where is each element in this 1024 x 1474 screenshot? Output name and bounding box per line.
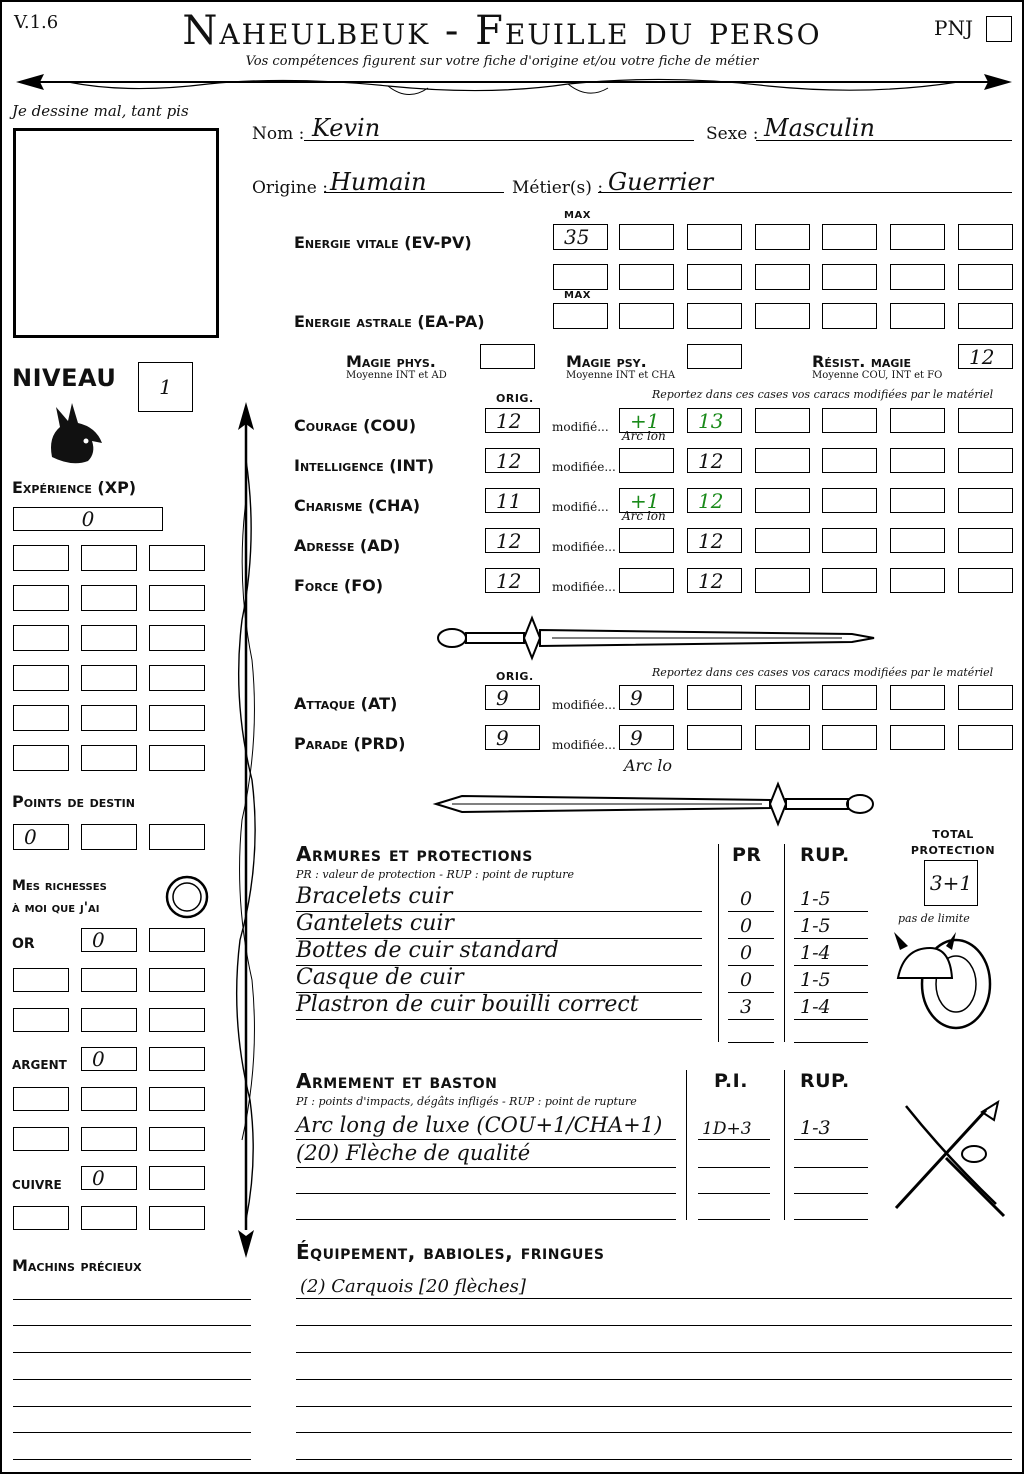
armement-note: PI : points d'impacts, dégâts infligés - RUP : point de rupture: [296, 1095, 637, 1108]
stat-mod-box[interactable]: [619, 568, 674, 593]
ev-box-row2-3[interactable]: [687, 264, 742, 290]
stat-extra-box-3[interactable]: [890, 448, 945, 473]
or-grid-box[interactable]: [13, 968, 69, 992]
combat-extra-box-5[interactable]: [958, 685, 1013, 710]
armure-rup-line: [794, 965, 868, 966]
pnj-checkbox[interactable]: [986, 16, 1012, 42]
combat-extra-box-4[interactable]: [890, 685, 945, 710]
magie-psy-label: Magie psy.: [566, 352, 647, 371]
ev-box-row2-5[interactable]: [822, 264, 877, 290]
armure-name[interactable]: Casque de cuir: [296, 965, 464, 990]
total-note: pas de limite: [898, 912, 970, 925]
equipement-line[interactable]: [296, 1459, 1012, 1460]
xp-grid-box[interactable]: [149, 545, 205, 571]
stat-final-box[interactable]: 12: [687, 448, 742, 473]
argent-grid-box[interactable]: [81, 1127, 137, 1151]
armure-pr-line: [728, 1019, 774, 1020]
stat-extra-box-1[interactable]: [755, 488, 810, 513]
combat-note: Arc lo: [624, 756, 672, 775]
combat-extra-box-2[interactable]: [755, 685, 810, 710]
portrait-box[interactable]: [13, 128, 219, 338]
or-grid-box[interactable]: [81, 1008, 137, 1032]
stat-extra-box-1[interactable]: [755, 408, 810, 433]
ea-box-6[interactable]: [958, 303, 1013, 329]
stat-mod-note: Arc lon: [622, 429, 666, 443]
ev-box-row2-7[interactable]: [958, 264, 1013, 290]
or-box[interactable]: 0: [81, 928, 137, 952]
stat-extra-box-3[interactable]: [890, 528, 945, 553]
cuivre-label: CUIVRE: [12, 1178, 62, 1192]
portrait-caption: Je dessine mal, tant pis: [12, 102, 189, 120]
armure-rup[interactable]: 1-5: [800, 969, 831, 991]
origine-label: Origine :: [252, 178, 328, 198]
armure-rup-line: [794, 992, 868, 993]
armure-rup-line: [794, 911, 868, 912]
arme-pi-line: [698, 1193, 770, 1194]
armures-rup-header: RUP.: [800, 844, 850, 866]
stat-extra-box-2[interactable]: [822, 568, 877, 593]
niveau-box[interactable]: 1: [138, 362, 193, 412]
ev-box-row2-4[interactable]: [755, 264, 810, 290]
ea-box-3[interactable]: [755, 303, 810, 329]
machins-line[interactable]: [13, 1299, 251, 1300]
stats-orig-label: ORIG.: [496, 392, 534, 405]
stat-extra-box-4[interactable]: [958, 568, 1013, 593]
ev-box-5[interactable]: [890, 224, 945, 250]
xp-grid-box[interactable]: [13, 625, 69, 651]
armures-pr-header: PR: [732, 844, 762, 866]
armure-pr[interactable]: 3: [740, 996, 753, 1018]
stat-mod-label: modifiée...: [552, 540, 616, 554]
stat-mod-label: modifiée...: [552, 580, 616, 594]
armure-pr-line: [728, 965, 774, 966]
arme-pi-line: [698, 1139, 770, 1140]
dragon-icon: [42, 397, 108, 467]
ea-box-1[interactable]: [619, 303, 674, 329]
sexe-label: Sexe :: [706, 124, 759, 144]
armure-pr-line: [728, 1042, 774, 1043]
stat-extra-box-1[interactable]: [755, 528, 810, 553]
combat-label: Parade (PRD): [294, 734, 406, 753]
combat-report-note: Reportez dans ces cases vos caracs modifiées par le matériel: [652, 666, 994, 679]
combat-orig-box[interactable]: 9: [485, 685, 540, 710]
version-label: V.1.6: [14, 12, 59, 33]
stat-extra-box-1[interactable]: [755, 448, 810, 473]
total-protection-box[interactable]: 3+1: [924, 860, 978, 906]
combat-extra-box-1[interactable]: [687, 685, 742, 710]
stat-orig-box[interactable]: 12: [485, 528, 540, 553]
equipement-line[interactable]: [296, 1406, 1012, 1407]
xp-grid-box[interactable]: [81, 585, 137, 611]
ev-box-6[interactable]: [958, 224, 1013, 250]
ea-max-box[interactable]: [553, 303, 608, 329]
stat-mod-box[interactable]: [619, 528, 674, 553]
stat-final-box[interactable]: 13: [687, 408, 742, 433]
helmet-shield-icon: [890, 928, 1000, 1034]
machins-line[interactable]: [13, 1406, 251, 1407]
stat-mod-box[interactable]: +1: [619, 408, 674, 433]
argent-box-2[interactable]: [149, 1047, 205, 1071]
argent-box[interactable]: 0: [81, 1047, 137, 1071]
xp-grid-box[interactable]: [81, 545, 137, 571]
stat-label: Adresse (AD): [294, 536, 401, 555]
xp-grid-box[interactable]: [149, 665, 205, 691]
argent-grid-box[interactable]: [149, 1127, 205, 1151]
arme-rup-line: [794, 1139, 868, 1140]
arme-pi-line: [698, 1167, 770, 1168]
stat-extra-box-2[interactable]: [822, 488, 877, 513]
armement-pi-header: P.I.: [714, 1070, 748, 1092]
destin-box-1[interactable]: 0: [13, 824, 69, 850]
cuivre-grid-box[interactable]: [81, 1206, 137, 1230]
stat-extra-box-4[interactable]: [958, 528, 1013, 553]
ea-box-5[interactable]: [890, 303, 945, 329]
arme-name[interactable]: Arc long de luxe (COU+1/CHA+1): [296, 1113, 663, 1137]
origine-value[interactable]: Humain: [330, 168, 427, 196]
ev-box-3[interactable]: [755, 224, 810, 250]
xp-grid-box[interactable]: [13, 745, 69, 771]
nom-value[interactable]: Kevin: [312, 114, 381, 142]
or-box-2[interactable]: [149, 928, 205, 952]
cuivre-box-2[interactable]: [149, 1166, 205, 1190]
or-grid-box[interactable]: [149, 1008, 205, 1032]
arme-rup[interactable]: 1-3: [800, 1117, 831, 1139]
stat-extra-box-1[interactable]: [755, 568, 810, 593]
stat-extra-box-4[interactable]: [958, 448, 1013, 473]
coin-icon: [164, 874, 210, 920]
armure-rup[interactable]: 1-4: [800, 996, 831, 1018]
arme-rup-line: [794, 1193, 868, 1194]
combat-mod-box[interactable]: 9: [619, 685, 674, 710]
stat-final-box[interactable]: 12: [687, 488, 742, 513]
stat-orig-box[interactable]: 12: [485, 568, 540, 593]
spear-divider-icon: [8, 68, 1020, 104]
xp-label: Expérience (XP): [12, 478, 137, 497]
xp-box[interactable]: 0: [13, 507, 163, 531]
equipement-line[interactable]: [296, 1325, 1012, 1326]
equipement-title: Équipement, babioles, fringues: [296, 1240, 605, 1264]
equipement-line[interactable]: [296, 1298, 1012, 1299]
armure-rup-line: [794, 1019, 868, 1020]
xp-grid-box[interactable]: [149, 585, 205, 611]
resist-magie-note: Moyenne COU, INT et FO: [812, 370, 943, 381]
combat-mod-box[interactable]: 9: [619, 725, 674, 750]
metier-label: Métier(s) :: [512, 178, 604, 198]
ev-box-row2-1[interactable]: [553, 264, 608, 290]
stat-label: Charisme (CHA): [294, 496, 421, 515]
arme-pi-line: [698, 1219, 770, 1220]
sword-icon: [432, 614, 878, 662]
total-label-1: TOTAL: [932, 828, 974, 841]
armure-name[interactable]: Plastron de cuir bouilli correct: [296, 992, 639, 1017]
stat-final-box[interactable]: 12: [687, 568, 742, 593]
combat-orig-label: ORIG.: [496, 670, 534, 683]
armement-title: Armement et baston: [296, 1069, 498, 1093]
xp-grid-box[interactable]: [81, 625, 137, 651]
argent-grid-box[interactable]: [81, 1087, 137, 1111]
metier-value[interactable]: Guerrier: [608, 168, 714, 196]
argent-grid-box[interactable]: [13, 1127, 69, 1151]
cuivre-grid-box[interactable]: [149, 1206, 205, 1230]
stats-report-note: Reportez dans ces cases vos caracs modifiées par le matériel: [652, 388, 994, 401]
armure-pr-line: [728, 992, 774, 993]
arme-line: [296, 1219, 676, 1220]
machins-line[interactable]: [13, 1459, 251, 1460]
armure-name[interactable]: Gantelets cuir: [296, 911, 454, 936]
armure-name[interactable]: Bottes de cuir standard: [296, 938, 559, 963]
armures-note: PR : valeur de protection - RUP : point de rupture: [296, 868, 574, 881]
ev-box-2[interactable]: [687, 224, 742, 250]
magie-phys-label: Magie phys.: [346, 352, 436, 371]
combat-extra-box-5[interactable]: [958, 725, 1013, 750]
stat-extra-box-2[interactable]: [822, 448, 877, 473]
ev-box-1[interactable]: [619, 224, 674, 250]
armure-rup-line: [794, 938, 868, 939]
xp-grid-box[interactable]: [81, 745, 137, 771]
xp-grid-box[interactable]: [13, 545, 69, 571]
or-grid-box[interactable]: [13, 1008, 69, 1032]
arme-rup-line: [794, 1219, 868, 1220]
stat-mod-note: Arc lon: [622, 509, 666, 523]
ea-max-label: MAX: [564, 290, 591, 301]
stat-extra-box-2[interactable]: [822, 528, 877, 553]
machins-label: Machins précieux: [12, 1256, 142, 1275]
xp-grid-box[interactable]: [149, 625, 205, 651]
ev-box-row2-2[interactable]: [619, 264, 674, 290]
armure-rup-line: [794, 1042, 868, 1043]
arme-line: [296, 1167, 676, 1168]
stat-extra-box-3[interactable]: [890, 568, 945, 593]
stat-orig-box[interactable]: 12: [485, 408, 540, 433]
magie-psy-note: Moyenne INT et CHA: [566, 370, 676, 381]
stat-label: Intelligence (INT): [294, 456, 435, 475]
xp-grid-box[interactable]: [81, 665, 137, 691]
ea-box-2[interactable]: [687, 303, 742, 329]
machins-line[interactable]: [13, 1352, 251, 1353]
sexe-value[interactable]: Masculin: [764, 114, 875, 142]
combat-extra-box-3[interactable]: [822, 685, 877, 710]
armure-pr-line: [728, 938, 774, 939]
stat-orig-box[interactable]: 11: [485, 488, 540, 513]
ev-max-box[interactable]: 35: [553, 224, 608, 250]
machins-line[interactable]: [13, 1432, 251, 1433]
equipement-line[interactable]: [296, 1432, 1012, 1433]
resist-magie-label: Résist. magie: [812, 352, 912, 371]
arme-pi[interactable]: 1D+3: [702, 1119, 752, 1139]
xp-grid-box[interactable]: [81, 705, 137, 731]
combat-extra-box-4[interactable]: [890, 725, 945, 750]
or-grid-box[interactable]: [149, 968, 205, 992]
stat-label: Force (FO): [294, 576, 384, 595]
nom-label: Nom :: [252, 124, 305, 144]
stat-mod-box[interactable]: +1: [619, 488, 674, 513]
ea-label: Energie astrale (EA-PA): [294, 312, 485, 331]
ev-box-row2-6[interactable]: [890, 264, 945, 290]
armure-pr[interactable]: 0: [740, 942, 753, 964]
armement-rup-header: RUP.: [800, 1070, 850, 1092]
ev-max-label: MAX: [564, 210, 591, 221]
richesses-label-2: à moi que j'ai: [12, 900, 100, 916]
stat-mod-label: modifiée...: [552, 460, 616, 474]
combat-extra-box-3[interactable]: [822, 725, 877, 750]
destin-label: Points de destin: [12, 792, 135, 811]
argent-grid-box[interactable]: [13, 1087, 69, 1111]
stat-extra-box-4[interactable]: [958, 408, 1013, 433]
combat-orig-box[interactable]: 9: [485, 725, 540, 750]
magie-psy-box[interactable]: [687, 344, 742, 369]
xp-grid-box[interactable]: [13, 705, 69, 731]
stat-mod-label: modifié...: [552, 500, 609, 514]
stat-extra-box-4[interactable]: [958, 488, 1013, 513]
stat-final-box[interactable]: 12: [687, 528, 742, 553]
vertical-spear-icon: [228, 400, 264, 1260]
cuivre-box[interactable]: 0: [81, 1166, 137, 1190]
cuivre-grid-box[interactable]: [13, 1206, 69, 1230]
arme-line: [296, 1139, 676, 1140]
equipement-line[interactable]: [296, 1379, 1012, 1380]
armure-pr[interactable]: 0: [740, 888, 753, 910]
armure-rup[interactable]: 1-5: [800, 915, 831, 937]
stat-mod-box[interactable]: [619, 448, 674, 473]
armure-pr[interactable]: 0: [740, 915, 753, 937]
combat-extra-box-1[interactable]: [687, 725, 742, 750]
resist-magie-box[interactable]: 12: [958, 344, 1013, 369]
machins-line[interactable]: [13, 1379, 251, 1380]
xp-grid-box[interactable]: [149, 745, 205, 771]
stat-extra-box-2[interactable]: [822, 408, 877, 433]
sword-icon-2: [432, 780, 878, 828]
equipement-line[interactable]: [296, 1352, 1012, 1353]
weapons-icon: [886, 1096, 1010, 1220]
xp-grid-box[interactable]: [13, 665, 69, 691]
armure-line: [296, 1019, 702, 1020]
combat-mod-label: modifiée...: [552, 738, 616, 752]
total-label-2: PROTECTION: [910, 844, 996, 857]
xp-grid-box[interactable]: [149, 705, 205, 731]
armure-pr-line: [728, 911, 774, 912]
ev-label: Energie vitale (EV-PV): [294, 233, 472, 252]
pnj-label: PNJ: [934, 16, 973, 40]
stat-label: Courage (COU): [294, 416, 417, 435]
ev-box-4[interactable]: [822, 224, 877, 250]
armure-pr[interactable]: 0: [740, 969, 753, 991]
stat-extra-box-3[interactable]: [890, 488, 945, 513]
combat-mod-label: modifiée...: [552, 698, 616, 712]
or-label: OR: [12, 936, 35, 952]
stat-mod-label: modifié...: [552, 420, 609, 434]
argent-grid-box[interactable]: [149, 1087, 205, 1111]
armure-rup[interactable]: 1-5: [800, 888, 831, 910]
arme-rup-line: [794, 1167, 868, 1168]
magie-phys-box[interactable]: [480, 344, 535, 369]
combat-label: Attaque (AT): [294, 694, 398, 713]
argent-label: ARGENT: [12, 1058, 67, 1072]
machins-line[interactable]: [13, 1325, 251, 1326]
arme-name[interactable]: (20) Flèche de qualité: [296, 1141, 531, 1165]
xp-grid-box[interactable]: [13, 585, 69, 611]
stat-extra-box-3[interactable]: [890, 408, 945, 433]
magie-phys-note: Moyenne INT et AD: [346, 370, 447, 381]
page-subtitle: Vos compétences figurent sur votre fiche d'origine et/ou votre fiche de métier: [245, 54, 759, 69]
stat-orig-box[interactable]: 12: [485, 448, 540, 473]
combat-extra-box-2[interactable]: [755, 725, 810, 750]
niveau-label: NIVEAU: [12, 364, 117, 392]
destin-box-2[interactable]: [81, 824, 137, 850]
armures-title: Armures et protections: [296, 842, 533, 866]
destin-box-3[interactable]: [149, 824, 205, 850]
page-title: Naheulbeuk - Feuille du perso: [182, 8, 822, 54]
equipement-item[interactable]: (2) Carquois [20 flèches]: [300, 1276, 526, 1297]
or-grid-box[interactable]: [81, 968, 137, 992]
armure-name[interactable]: Bracelets cuir: [296, 884, 453, 909]
arme-line: [296, 1193, 676, 1194]
ea-box-4[interactable]: [822, 303, 877, 329]
richesses-label-1: Mes richesses: [12, 878, 107, 894]
armure-rup[interactable]: 1-4: [800, 942, 831, 964]
